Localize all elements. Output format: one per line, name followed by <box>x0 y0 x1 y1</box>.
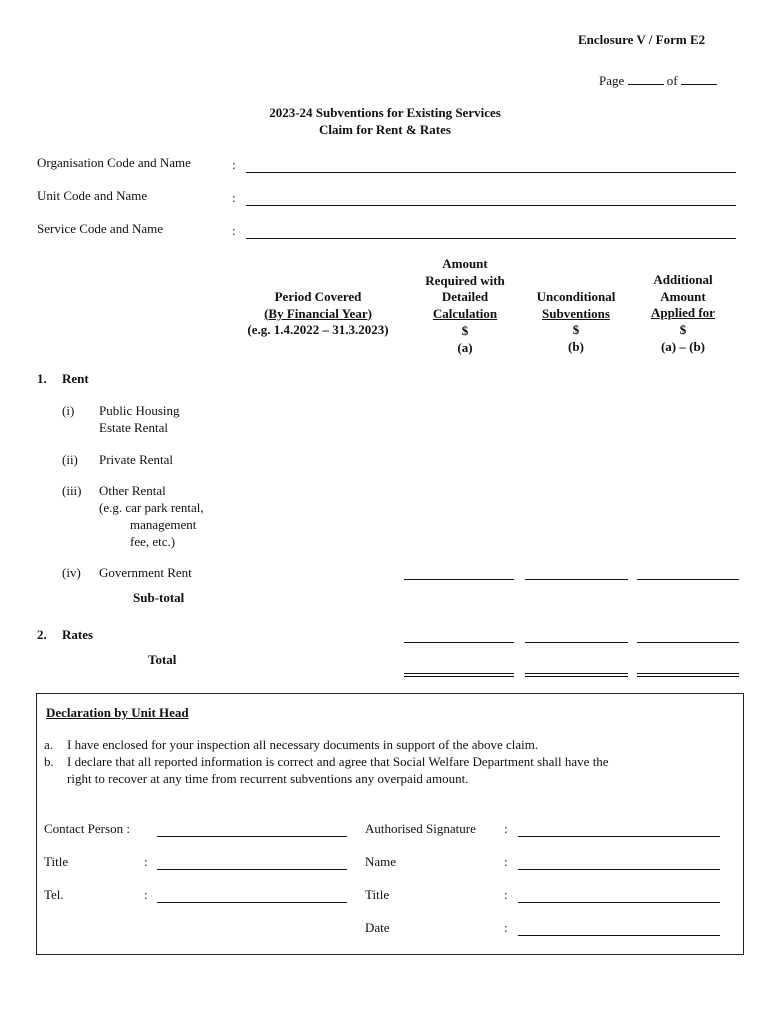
colon: : <box>144 887 148 902</box>
amount-required-column-header <box>406 256 524 356</box>
declaration-text-b-cont: right to recover at any time from recurrent subventions any overpaid amount. <box>67 771 469 786</box>
page-number-blank[interactable] <box>628 72 664 85</box>
form-title: 2023-24 Subventions for Existing Services <box>269 105 501 120</box>
additional-header-line: (a) – (b) <box>660 338 706 354</box>
colon: : <box>232 157 236 172</box>
rent-item-label: Private Rental <box>99 452 174 467</box>
amount-header-line: Amount <box>442 256 488 271</box>
rent-item-label: Estate Rental <box>99 420 168 435</box>
rent-item-number: (i) <box>62 403 75 418</box>
period-column-header <box>226 289 410 339</box>
page-total-blank[interactable] <box>681 72 717 85</box>
unconditional-header-line: Subventions <box>542 305 610 321</box>
unit-label: Unit Code and Name <box>37 188 148 203</box>
rent-item-label: Public Housing <box>99 403 180 418</box>
rates-section-label: Rates <box>62 627 94 642</box>
date-input-line[interactable] <box>518 935 720 936</box>
amount-header-line: $ <box>461 322 469 338</box>
authorised-signature-label: Authorised Signature <box>365 821 476 836</box>
declaration-marker-a: a. <box>44 737 54 752</box>
form-subtitle: Claim for Rent & Rates <box>319 122 451 137</box>
colon: : <box>504 920 508 935</box>
declaration-text-b: I declare that all reported information is correct and agree that Social Welfare Department shall have the <box>67 754 609 769</box>
service-label: Service Code and Name <box>37 221 163 236</box>
rent-item-label: fee, etc.) <box>130 534 176 549</box>
additional-header-line: Additional <box>653 272 713 287</box>
colon: : <box>504 854 508 869</box>
declaration-marker-b: b. <box>44 754 54 769</box>
rent-item-label: management <box>130 517 197 532</box>
tel-label: Tel. <box>44 887 64 902</box>
amount-header-line: (a) <box>457 339 473 355</box>
unconditional-header-line: Unconditional <box>536 289 616 304</box>
organisation-label: Organisation Code and Name <box>37 155 191 170</box>
unit-input-line[interactable] <box>246 205 736 206</box>
colon: : <box>504 887 508 902</box>
period-header-line: (e.g. 1.4.2022 – 31.3.2023) <box>247 322 389 338</box>
colon: : <box>232 190 236 205</box>
rent-section-label: Rent <box>62 371 89 386</box>
unconditional-header-line: (b) <box>568 339 584 355</box>
additional-header-line: Applied for <box>651 305 715 321</box>
rent-item-label: (e.g. car park rental, <box>99 500 204 515</box>
gov-rent-amount-a-line[interactable] <box>404 579 514 580</box>
amount-header-line: Calculation <box>432 306 498 322</box>
date-label: Date <box>365 920 390 935</box>
total-amount-ab-line[interactable] <box>637 673 739 677</box>
amount-header-line: Required with <box>425 272 505 288</box>
signatory-title-input-line[interactable] <box>518 902 720 903</box>
signatory-title-label: Title <box>365 887 390 902</box>
total-amount-a-line[interactable] <box>404 673 514 677</box>
title-label: Title <box>44 854 69 869</box>
rates-amount-b-line[interactable] <box>525 642 628 643</box>
name-input-line[interactable] <box>518 869 720 870</box>
rent-item-number: (iii) <box>62 483 82 498</box>
tel-input-line[interactable] <box>157 902 347 903</box>
declaration-text-a: I have enclosed for your inspection all necessary documents in support of the above claim. <box>67 737 539 752</box>
additional-header-line: Amount <box>660 288 706 304</box>
rates-amount-ab-line[interactable] <box>637 642 739 643</box>
contact-person-label: Contact Person : <box>44 821 130 836</box>
contact-person-input-line[interactable] <box>157 836 347 837</box>
unconditional-header-line: $ <box>572 322 580 338</box>
colon: : <box>232 223 236 238</box>
rent-item-label: Other Rental <box>99 483 166 498</box>
service-input-line[interactable] <box>246 238 736 239</box>
rent-section-number: 1. <box>37 371 47 386</box>
rent-item-number: (iv) <box>62 565 81 580</box>
period-header-line: Period Covered <box>274 289 362 304</box>
unconditional-column-header <box>520 289 632 356</box>
name-label: Name <box>365 854 397 869</box>
organisation-input-line[interactable] <box>246 172 736 173</box>
rent-item-label: Government Rent <box>99 565 192 580</box>
gov-rent-amount-b-line[interactable] <box>525 579 628 580</box>
colon: : <box>504 821 508 836</box>
rates-section-number: 2. <box>37 627 47 642</box>
period-header-line: (By Financial Year) <box>264 305 372 321</box>
page-label: Page <box>599 73 625 88</box>
declaration-heading: Declaration by Unit Head <box>46 705 189 720</box>
rent-item-number: (ii) <box>62 452 78 467</box>
additional-column-header <box>630 272 736 356</box>
gov-rent-amount-ab-line[interactable] <box>637 579 739 580</box>
of-label: of <box>666 73 678 88</box>
rates-amount-a-line[interactable] <box>404 642 514 643</box>
page-number-field <box>599 72 717 89</box>
subtotal-label: Sub-total <box>133 590 185 605</box>
total-amount-b-line[interactable] <box>525 673 628 677</box>
form-reference: Enclosure V / Form E2 <box>578 32 706 47</box>
colon: : <box>144 854 148 869</box>
authorised-signature-input-line[interactable] <box>518 836 720 837</box>
amount-header-line: Detailed <box>441 289 489 305</box>
total-label: Total <box>148 652 177 667</box>
additional-header-line: $ <box>679 322 687 338</box>
title-input-line[interactable] <box>157 869 347 870</box>
